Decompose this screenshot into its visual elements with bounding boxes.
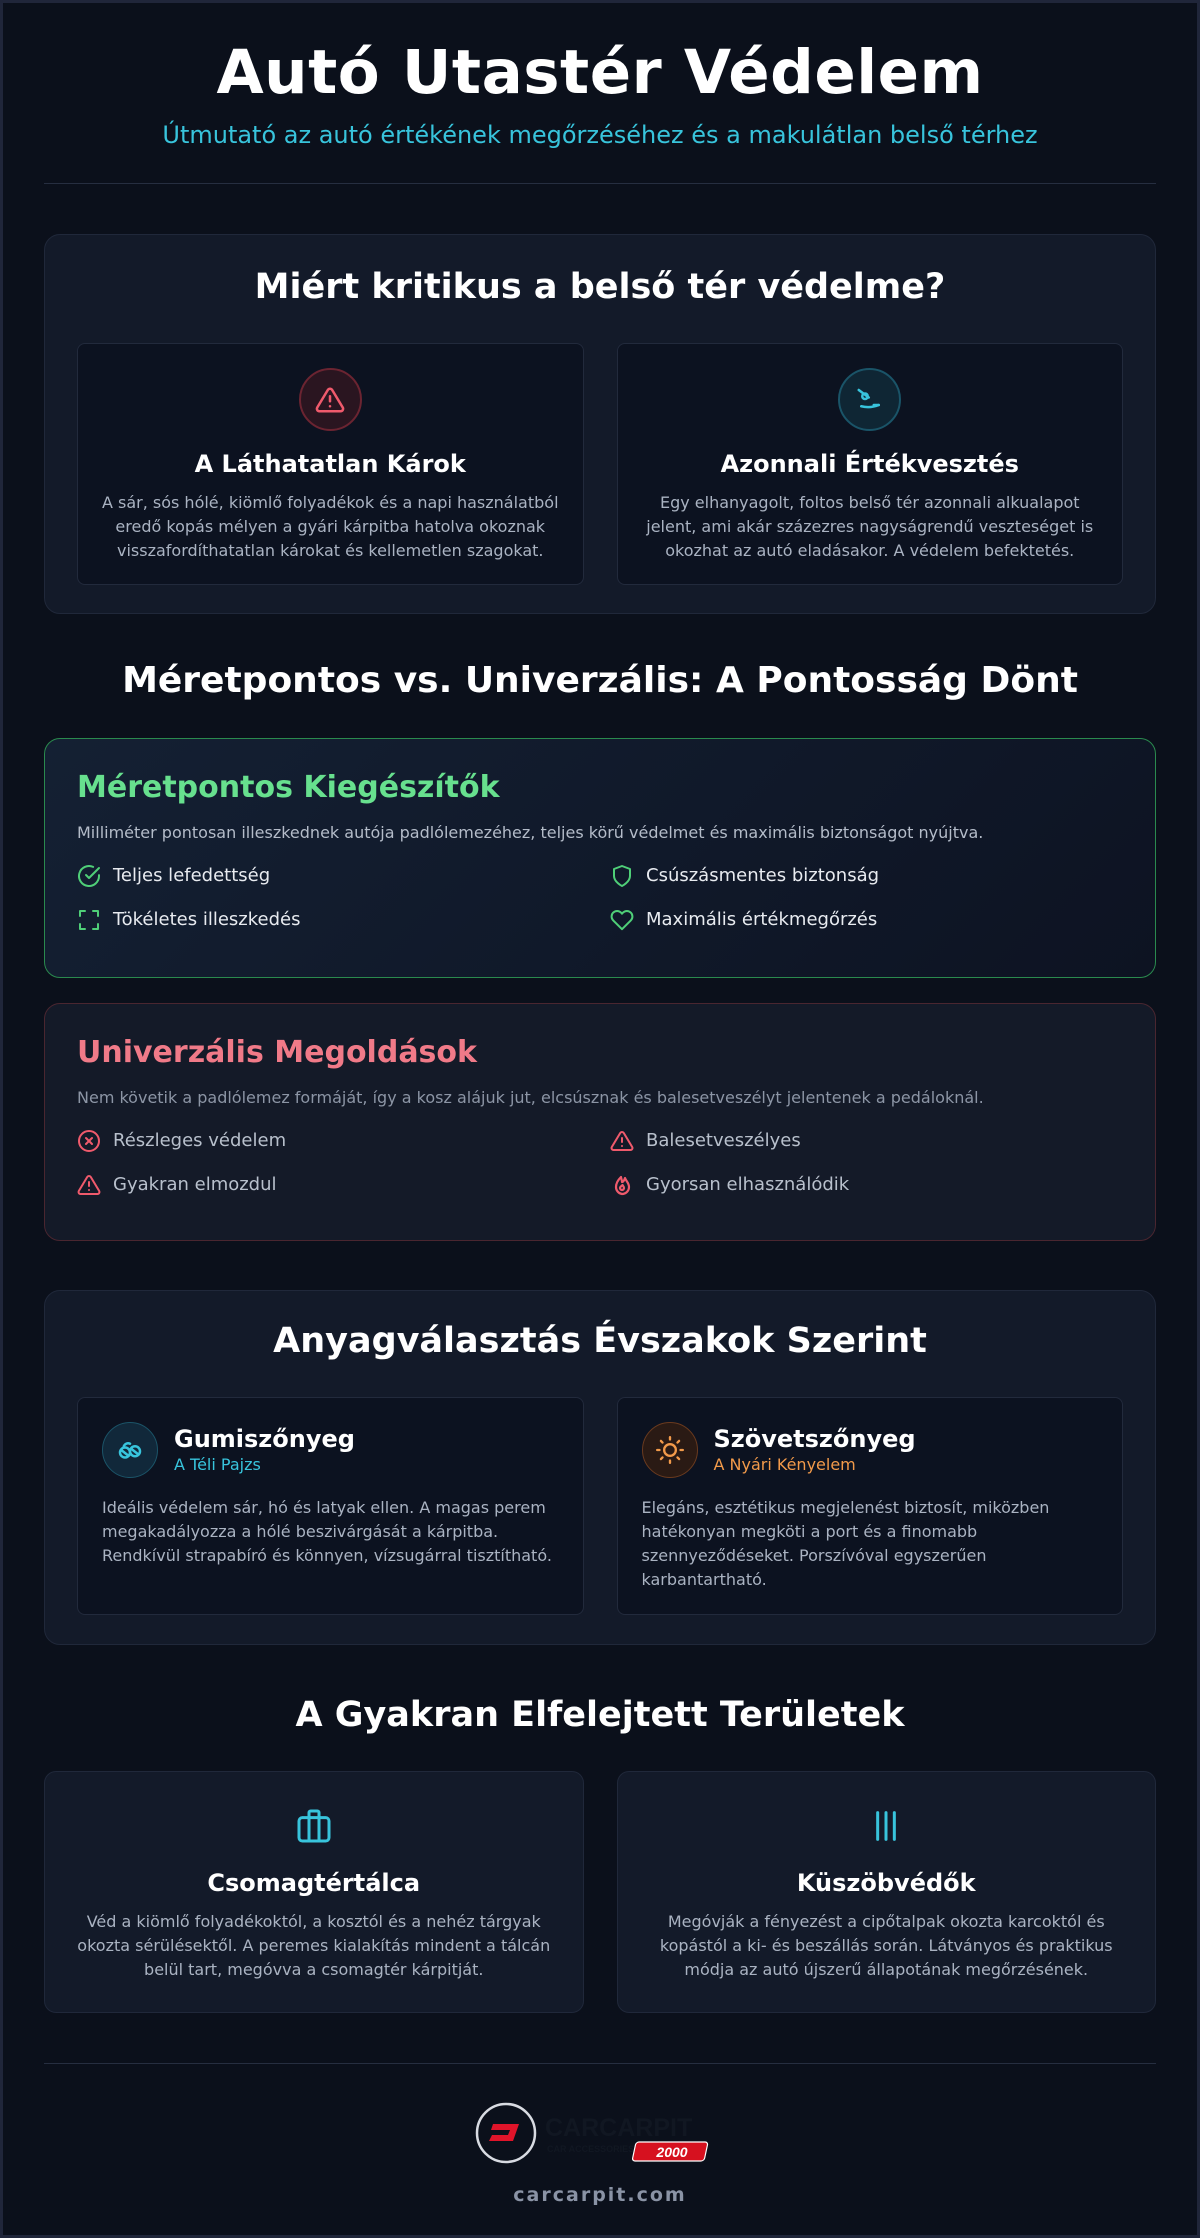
season-card-title: Szövetszőnyeg [713, 1425, 916, 1453]
forgotten-card-title: Küszöbvédők [796, 1869, 976, 1897]
why-card-hidden-damage [77, 343, 584, 585]
feature-label: Csúszásmentes biztonság [646, 865, 880, 886]
forgotten-section-title: A Gyakran Elfelejtett Területek [295, 1695, 905, 1735]
forgotten-card-title: Csomagtértálca [207, 1869, 421, 1897]
luggage-icon [45, 1806, 583, 1850]
feature-item [77, 864, 590, 888]
x-circle-icon [77, 1129, 101, 1153]
custom-fit-description: Milliméter pontosan illeszkednek autója padlólemezéhez, teljes körű védelmet és maximális biztonságot nyújtva. [77, 823, 984, 842]
compare-section-title: Méretpontos vs. Univerzális: A Pontosság Dönt [122, 660, 1078, 701]
warning-icon [610, 1129, 634, 1153]
custom-fit-panel [44, 738, 1156, 978]
seasons-section-title: Anyagválasztás Évszakok Szerint [273, 1321, 927, 1361]
footer-divider [44, 2063, 1156, 2064]
universal-title: Univerzális Megoldások [77, 1035, 477, 1070]
season-card-tag: A Téli Pajzs [174, 1455, 261, 1474]
season-card-rubber [77, 1397, 584, 1615]
season-card-title: Gumiszőnyeg [174, 1425, 355, 1453]
page-subtitle: Útmutató az autó értékének megőrzéséhez és a makulátlan belső térhez [162, 121, 1038, 149]
why-card-text: A sár, sós hólé, kiömlő folyadékok és a napi használatból eredő kopás mélyen a gyári kárpitba hatolva okoznak visszafordíthatatlan károkat és kellemetlen szagokat. [101, 493, 559, 560]
why-card-title: A Láthatatlan Károk [194, 450, 466, 478]
feature-item [77, 1129, 590, 1153]
season-card-text: Ideális védelem sár, hó és latyak ellen. A magas perem megakadályozza a hólé beszivárgását a kárpitba. Rendkívül strapabíró és könnyen, vízsugárral tisztítható. [102, 1498, 552, 1565]
seasons-section [44, 1290, 1156, 1645]
universal-description: Nem követik a padlólemez formáját, így a kosz alájuk jut, elcsúsznak és balesetveszélyt jelentenek a pedáloknál. [77, 1088, 984, 1107]
snowflake-icon [102, 1422, 158, 1478]
feature-item [77, 908, 590, 932]
frame-corners-icon [77, 908, 101, 932]
universal-panel [44, 1003, 1156, 1241]
logo-subtext: CAR ACCESSORIES [547, 2144, 635, 2154]
forgotten-card-trunk-tray [44, 1771, 584, 2013]
feature-label: Gyakran elmozdul [113, 1174, 277, 1195]
check-circle-icon [77, 864, 101, 888]
flame-icon [610, 1173, 634, 1197]
hero-header [44, 0, 1156, 150]
season-card-fabric [617, 1397, 1124, 1615]
season-card-text: Elegáns, esztétikus megjelenést biztosít, miközben hatékonyan megköti a port és a finomabb szennyeződéseket. Porszívóval egyszerűen karbantartható. [641, 1498, 1050, 1589]
feature-label: Gyorsan elhasználódik [646, 1174, 850, 1195]
warning-icon [299, 368, 362, 431]
heart-icon [610, 908, 634, 932]
forgotten-card-text: Megóvják a fényezést a cipőtalpak okozta karcoktól és kopástól a ki- és beszállás során. Látványos és praktikus módja az autó újszerű állapotának megőrzésének. [659, 1912, 1113, 1979]
feature-item [610, 1173, 1123, 1197]
footer-domain[interactable]: carcarpit.com [513, 2184, 687, 2206]
forgotten-card-text: Véd a kiömlő folyadékoktól, a kosztól és a nehéz tárgyak okozta sérülésektől. A peremes kialakítás mindent a tálcán belül tart, megóvva a csomagtér kárpitját. [77, 1912, 551, 1979]
season-card-tag: A Nyári Kényelem [713, 1455, 856, 1474]
why-card-text: Egy elhanyagolt, foltos belső tér azonnali alkualapot jelent, ami akár százezres nagyságrendű veszteséget is okozhat az autó eladásakor. A védelem befektetés. [646, 493, 1094, 560]
feature-item [610, 908, 1123, 932]
feature-item [610, 1129, 1123, 1153]
why-section [44, 234, 1156, 614]
logo-wordmark: CARCARPIT [545, 2114, 693, 2142]
custom-fit-title: Méretpontos Kiegészítők [77, 770, 500, 805]
page-title: Autó Utastér Védelem [216, 37, 984, 108]
brand-logo[interactable] [44, 2100, 1156, 2166]
sun-icon [642, 1422, 698, 1478]
feature-item [610, 864, 1123, 888]
feature-item [77, 1173, 590, 1197]
logo-badge: 2000 [656, 2144, 688, 2160]
feature-label: Maximális értékmegőrzés [646, 909, 878, 930]
feature-label: Tökéletes illeszkedés [113, 909, 301, 930]
why-card-value-loss [617, 343, 1124, 585]
warning-icon [77, 1173, 101, 1197]
why-card-title: Azonnali Értékvesztés [720, 450, 1019, 478]
header-divider [44, 183, 1156, 184]
why-section-title: Miért kritikus a belső tér védelme? [254, 267, 946, 307]
sill-bars-icon [618, 1806, 1156, 1850]
forgotten-card-sill-guards [617, 1771, 1157, 2013]
feature-label: Részleges védelem [113, 1130, 287, 1151]
feature-label: Balesetveszélyes [646, 1130, 801, 1151]
feature-label: Teljes lefedettség [113, 865, 271, 886]
shield-icon [610, 864, 634, 888]
value-drop-icon [838, 368, 901, 431]
